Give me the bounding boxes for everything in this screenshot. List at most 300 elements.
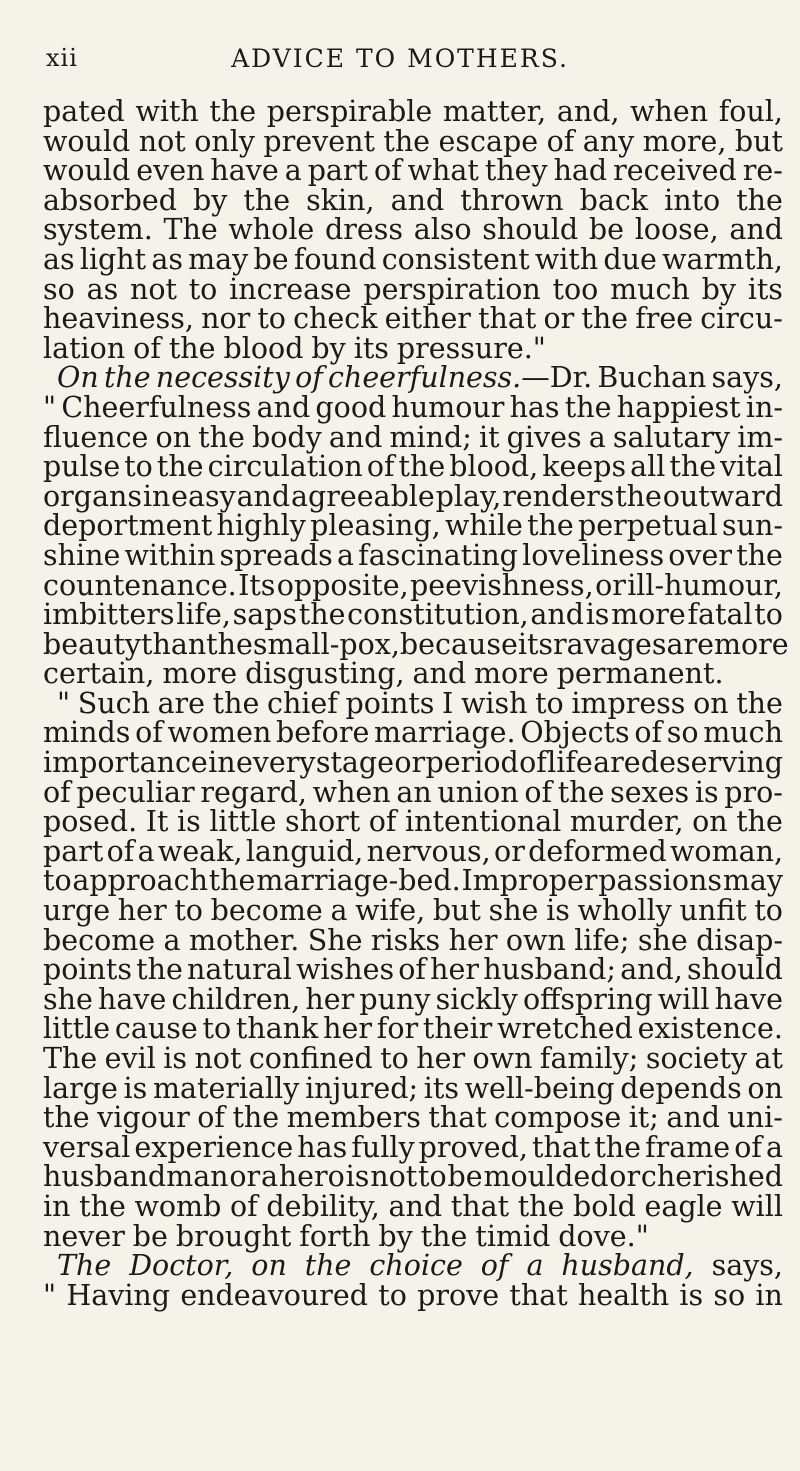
word: unfit xyxy=(679,894,747,928)
text-line xyxy=(43,1219,783,1253)
word: lation xyxy=(43,331,126,365)
word: of xyxy=(480,1249,509,1283)
word: found xyxy=(293,242,377,276)
word: mind; xyxy=(389,420,472,454)
word: necessity xyxy=(155,361,290,395)
word: the xyxy=(168,331,216,365)
word: are xyxy=(157,686,206,720)
word: her xyxy=(416,1042,466,1075)
word: with xyxy=(534,242,599,276)
word: so xyxy=(43,272,75,306)
word: part xyxy=(307,154,368,188)
word: chief xyxy=(266,686,338,720)
word: the xyxy=(527,509,574,543)
word: the xyxy=(669,450,717,484)
word: compose xyxy=(494,1101,622,1135)
word: spreads xyxy=(219,538,333,572)
word: a xyxy=(526,1249,544,1283)
word: points xyxy=(43,953,132,987)
word: circu- xyxy=(700,302,783,336)
word: the xyxy=(581,302,629,336)
word: to xyxy=(754,894,783,928)
word: wholly xyxy=(577,894,672,928)
word: of xyxy=(295,361,323,395)
word: and xyxy=(256,390,311,424)
text-line xyxy=(43,600,783,630)
word: Buchan xyxy=(597,361,707,395)
text-line xyxy=(43,215,783,245)
word: its xyxy=(423,1071,459,1105)
word: small-pox, xyxy=(252,627,400,661)
word: of xyxy=(229,1189,258,1223)
word: and xyxy=(328,420,383,454)
word: women xyxy=(167,716,272,750)
word: not xyxy=(138,124,186,158)
word: the xyxy=(103,361,151,395)
word: had xyxy=(553,154,608,188)
text-line xyxy=(43,420,783,454)
word: forth xyxy=(299,1219,371,1253)
text-line xyxy=(43,1014,783,1044)
word: wretched xyxy=(497,1012,633,1046)
word: an xyxy=(396,775,432,809)
running-head: ADVICE TO MOTHERS. xyxy=(231,44,569,73)
word: uni- xyxy=(727,1101,783,1135)
word: constitution, xyxy=(347,598,529,632)
text-line xyxy=(43,896,783,926)
word: received xyxy=(613,154,737,188)
word: would xyxy=(43,154,131,188)
word: absorbed xyxy=(43,183,177,217)
word: wish xyxy=(460,686,528,720)
text-line xyxy=(43,1103,783,1133)
text-line xyxy=(43,272,783,306)
word: perspirable xyxy=(266,95,433,128)
text-line xyxy=(43,1130,783,1164)
word: and xyxy=(666,1101,720,1135)
text-line xyxy=(43,955,783,985)
word: may xyxy=(188,242,249,276)
word: debility, xyxy=(266,1189,380,1223)
word: Improper xyxy=(461,864,598,898)
word: or xyxy=(595,568,626,602)
word: Such xyxy=(77,686,150,720)
word: shine xyxy=(43,538,121,572)
text-line xyxy=(43,568,783,602)
word: not xyxy=(129,272,177,306)
word: versal xyxy=(43,1130,131,1164)
word: existence. xyxy=(637,1012,783,1046)
word: a xyxy=(336,538,354,572)
word: for xyxy=(376,1012,419,1046)
word: peevishness, xyxy=(410,568,594,602)
word: fully xyxy=(351,1130,415,1164)
word: with xyxy=(135,95,199,128)
word: of xyxy=(634,716,663,750)
word: she xyxy=(637,923,688,957)
word: a xyxy=(765,1130,783,1164)
word: be xyxy=(447,1160,483,1194)
word: skin, xyxy=(306,183,375,217)
word: impress xyxy=(571,686,686,720)
word: sickly xyxy=(435,982,518,1016)
word: are xyxy=(593,746,641,780)
word: experience xyxy=(134,1130,294,1164)
word: and xyxy=(729,213,783,247)
word: murder, xyxy=(569,805,684,839)
word: or xyxy=(543,302,575,336)
word: points xyxy=(345,686,435,720)
word: humour xyxy=(391,390,505,424)
text-line xyxy=(43,1278,783,1312)
word: not xyxy=(194,1042,242,1075)
word: is xyxy=(163,1042,188,1075)
word: life; xyxy=(574,923,630,957)
word: The xyxy=(57,1249,112,1283)
word: large xyxy=(43,1071,118,1105)
word: fluence xyxy=(43,420,149,454)
word: has xyxy=(509,390,560,424)
word: be xyxy=(588,213,624,247)
word: part xyxy=(43,834,104,868)
text-line xyxy=(43,242,783,276)
word: the xyxy=(209,95,257,128)
word: the xyxy=(517,1189,565,1223)
word: members xyxy=(286,1101,421,1135)
word: too xyxy=(552,272,599,306)
text-line xyxy=(43,124,783,158)
word: system. xyxy=(43,213,153,247)
word: disgusting, xyxy=(245,657,405,691)
word: to xyxy=(43,864,72,898)
word: happiest xyxy=(616,390,741,424)
word: and, xyxy=(556,95,620,128)
word: mother. xyxy=(188,923,300,957)
word: her xyxy=(305,982,355,1016)
word: in xyxy=(208,746,236,780)
word: as xyxy=(151,242,183,276)
word: own xyxy=(472,1042,533,1075)
text-line xyxy=(43,807,783,837)
word: consistent xyxy=(381,242,530,276)
word: the xyxy=(736,183,783,217)
word: to xyxy=(535,686,564,720)
word: by xyxy=(193,183,228,217)
word: of xyxy=(106,834,135,868)
word: the xyxy=(564,390,612,424)
word: the xyxy=(206,627,253,661)
word: health xyxy=(577,1278,670,1312)
word: to xyxy=(188,272,218,306)
word: body xyxy=(251,420,322,454)
word: puny xyxy=(359,982,431,1016)
word: deformed xyxy=(528,834,667,868)
word: when xyxy=(312,775,391,809)
word: but xyxy=(432,894,481,928)
word: to xyxy=(380,1042,409,1075)
word: so xyxy=(713,1278,746,1312)
word: light xyxy=(79,242,147,276)
word: disap- xyxy=(696,923,783,957)
word: evil xyxy=(104,1042,156,1075)
word: the xyxy=(43,1101,90,1135)
word: peculiar xyxy=(76,775,195,809)
word: in xyxy=(755,1278,783,1312)
word: on xyxy=(692,805,728,839)
word: the xyxy=(594,1130,642,1164)
word: of xyxy=(373,154,402,188)
word: in- xyxy=(745,390,783,424)
word: than xyxy=(141,627,207,661)
word: thrown xyxy=(460,183,564,217)
text-line xyxy=(43,1044,783,1074)
word: ill-humour, xyxy=(627,568,783,602)
word: escape xyxy=(438,124,539,158)
word: ravages xyxy=(553,627,667,661)
word: should xyxy=(687,953,783,987)
word: its xyxy=(747,272,783,306)
text-line xyxy=(43,97,783,127)
word: they xyxy=(484,154,548,188)
word: materially xyxy=(152,1071,300,1105)
word: that xyxy=(478,302,537,336)
word: permanent. xyxy=(556,657,724,691)
word: by xyxy=(701,272,736,306)
word: languid, xyxy=(245,834,364,868)
word: be xyxy=(253,242,289,276)
word: Doctor, xyxy=(129,1249,234,1283)
word: of xyxy=(133,331,161,365)
word: " xyxy=(43,390,57,424)
word: loose, xyxy=(634,213,719,247)
word: easy xyxy=(171,479,236,513)
word: or xyxy=(394,746,426,780)
word: beauty xyxy=(43,627,142,661)
word: the xyxy=(420,1219,468,1253)
word: either xyxy=(384,302,471,336)
word: urge xyxy=(43,894,111,928)
word: the xyxy=(156,450,204,484)
word: weak, xyxy=(157,834,243,868)
text-line xyxy=(43,748,783,778)
word: of xyxy=(734,1130,762,1164)
word: foul, xyxy=(718,95,783,128)
text-line xyxy=(43,834,783,868)
word: children, xyxy=(171,982,301,1016)
word: natural xyxy=(187,953,292,987)
word: wishes xyxy=(296,953,395,987)
word: all xyxy=(630,450,666,484)
word: even xyxy=(136,154,205,188)
word: a xyxy=(284,154,302,188)
word: imbitters xyxy=(43,598,175,632)
word: intentional xyxy=(405,805,562,839)
page-header xyxy=(0,44,800,84)
word: keeps xyxy=(542,450,627,484)
word: cherished xyxy=(640,1160,783,1194)
word: own xyxy=(505,923,566,957)
word: bold xyxy=(573,1189,636,1223)
word: Its xyxy=(238,568,276,602)
word: confined xyxy=(248,1042,373,1075)
word: in xyxy=(43,1189,71,1223)
text-line xyxy=(43,452,783,482)
word: eagle xyxy=(644,1189,723,1223)
word: fatal xyxy=(687,598,753,632)
word: or xyxy=(229,1160,261,1194)
word: timid xyxy=(475,1219,551,1253)
word: perpetual xyxy=(578,509,718,543)
word: she xyxy=(43,982,93,1016)
word: certain, xyxy=(43,657,155,691)
word: to xyxy=(418,1160,447,1194)
word: importance xyxy=(43,746,208,780)
word: is xyxy=(585,598,610,632)
word: period xyxy=(425,746,519,780)
word: nervous, xyxy=(366,834,491,868)
word: into xyxy=(664,183,721,217)
word: check xyxy=(293,302,378,336)
word: its xyxy=(353,331,389,365)
word: is xyxy=(345,1160,370,1194)
body-text xyxy=(43,95,789,1312)
word: agreeable xyxy=(290,479,435,513)
word: whole xyxy=(228,213,315,247)
word: will xyxy=(657,982,710,1016)
word: moulded xyxy=(483,1160,609,1194)
word: stage xyxy=(315,746,395,780)
page-number: xii xyxy=(46,44,78,72)
word: saps xyxy=(232,598,298,632)
word: brought xyxy=(175,1219,292,1253)
word: Having xyxy=(66,1278,171,1312)
word: is xyxy=(123,1071,148,1105)
word: deserving xyxy=(640,746,783,780)
text-line xyxy=(43,1162,783,1192)
text-line xyxy=(43,1189,783,1223)
word: of xyxy=(398,953,426,987)
word: that xyxy=(428,1101,487,1135)
text-line xyxy=(43,627,789,661)
word: regard, xyxy=(200,775,307,809)
word: on xyxy=(747,1071,783,1105)
word: a xyxy=(137,834,155,868)
word: Cheerfulness xyxy=(61,390,252,424)
word: in xyxy=(142,479,171,513)
word: what xyxy=(407,154,479,188)
word: a xyxy=(330,894,348,928)
word: of xyxy=(546,124,575,158)
word: She xyxy=(307,923,363,957)
word: frame xyxy=(645,1130,731,1164)
word: or xyxy=(609,1160,641,1194)
word: thank xyxy=(235,1012,319,1046)
word: a xyxy=(163,923,181,957)
word: blood, xyxy=(449,450,539,484)
word: to xyxy=(754,598,783,632)
word: the xyxy=(615,479,662,513)
word: due xyxy=(603,242,657,276)
word: im- xyxy=(737,420,783,454)
word: pressure." xyxy=(396,331,546,365)
word: her xyxy=(323,1012,372,1046)
word: pated xyxy=(43,95,125,128)
word: marriage-bed. xyxy=(256,864,461,898)
word: free xyxy=(635,302,694,336)
word: dove." xyxy=(558,1219,649,1253)
word: cheerfulness.—Dr. xyxy=(328,361,593,395)
word: as xyxy=(43,242,75,276)
word: dress xyxy=(325,213,403,247)
word: hero xyxy=(278,1160,345,1194)
word: as xyxy=(86,272,119,306)
word: well-being xyxy=(464,1071,615,1105)
word: that xyxy=(509,1278,568,1312)
text-line xyxy=(43,511,783,541)
word: woman, xyxy=(670,834,783,868)
word: The xyxy=(43,1042,98,1075)
word: and, xyxy=(620,953,683,987)
word: it xyxy=(478,420,500,454)
word: pulse xyxy=(43,450,121,484)
word: proved, xyxy=(418,1130,528,1164)
word: " xyxy=(57,686,71,720)
word: society xyxy=(645,1042,748,1075)
word: any xyxy=(582,124,635,158)
word: on xyxy=(251,1249,287,1283)
word: posed. xyxy=(43,805,138,839)
word: should xyxy=(482,213,579,247)
text-line xyxy=(43,390,783,424)
word: back xyxy=(579,183,649,217)
word: to xyxy=(378,1278,407,1312)
word: warmth, xyxy=(662,242,783,276)
word: have xyxy=(98,982,167,1016)
word: her xyxy=(430,953,480,987)
word: also xyxy=(413,213,472,247)
word: is xyxy=(546,894,570,928)
word: on xyxy=(693,686,729,720)
word: of xyxy=(524,775,553,809)
word: may xyxy=(722,864,783,898)
word: vital xyxy=(720,450,783,484)
word: over xyxy=(668,538,733,572)
word: never xyxy=(43,1219,125,1253)
word: play, xyxy=(435,479,502,513)
word: the xyxy=(298,598,346,632)
word: by xyxy=(311,331,346,365)
word: risks xyxy=(370,923,441,957)
word: sun- xyxy=(722,509,783,543)
word: deportment xyxy=(43,509,213,543)
word: vigour xyxy=(97,1101,190,1135)
text-line xyxy=(43,304,783,334)
word: the xyxy=(198,420,245,454)
word: passions xyxy=(598,864,723,898)
word: to xyxy=(124,450,153,484)
word: prove xyxy=(417,1278,500,1312)
word: husband; xyxy=(483,953,616,987)
word: will xyxy=(731,1189,783,1223)
word: have xyxy=(714,982,783,1016)
word: not xyxy=(370,1160,418,1194)
word: and xyxy=(530,598,585,632)
word: by xyxy=(378,1219,413,1253)
word: the xyxy=(136,953,183,987)
word: their xyxy=(422,1012,493,1046)
text-line xyxy=(43,156,783,186)
word: re- xyxy=(742,154,783,188)
